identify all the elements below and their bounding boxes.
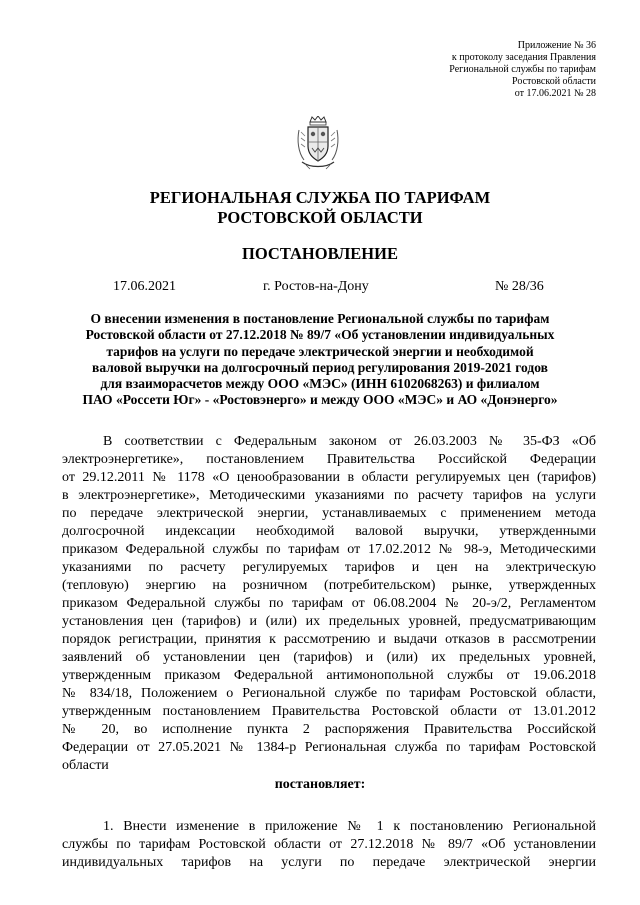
appendix-note xyxy=(449,40,596,100)
preamble-line: приказом Федеральной службы по тарифам от 06.08.2004 № 20-э/2, Регламентом xyxy=(62,596,596,611)
preamble-line: приказом Федеральной службы по тарифам от 17.02.2012 № 98-э, Методическими xyxy=(62,542,596,557)
document-date: 17.06.2021 xyxy=(113,279,176,294)
item-1-line: 1. Внести изменение в приложение № 1 к постановлению Региональной xyxy=(103,819,596,834)
preamble-line: (тепловую) энергию на розничном (потребительском) рынке, утвержденных xyxy=(62,578,596,593)
preamble-line: в электроэнергетике», Методическими указаниями по расчету тарифов на услуги xyxy=(62,488,596,503)
preamble-line: № 20, во исполнение пункта 2 распоряжения Правительства Российской xyxy=(62,722,596,737)
document-title-line: О внесении изменения в постановление Региональной службы по тарифам xyxy=(90,311,550,326)
resolves-heading: постановляет: xyxy=(274,777,366,792)
document-title-line: для взаиморасчетов между ООО «МЭС» (ИНН 6102068263) и филиалом xyxy=(100,376,540,391)
appendix-line: Региональной службы по тарифам xyxy=(449,64,596,75)
preamble-line: Федерации от 27.05.2021 № 1384-р Региональная служба по тарифам Ростовской xyxy=(62,740,596,755)
document-title-line: тарифов на услуги по передаче электрической энергии и необходимой xyxy=(106,344,534,359)
preamble-line: утвержденным постановлением Правительства Ростовской области от 13.01.2012 xyxy=(62,704,596,719)
appendix-line: к протоколу заседания Правления xyxy=(451,52,596,63)
preamble-line: от 29.12.2011 № 1178 «О ценообразовании в области регулируемых цен (тарифов) xyxy=(62,470,596,485)
document-type: ПОСТАНОВЛЕНИЕ xyxy=(242,244,398,263)
preamble-line: № 834/18, Положением о Региональной службе по тарифам Ростовской области, xyxy=(62,686,596,701)
appendix-line: от 17.06.2021 № 28 xyxy=(514,88,596,99)
item-1-line: службы по тарифам Ростовской области от 27.12.2018 № 89/7 «Об установлении xyxy=(62,837,596,852)
preamble-line: области xyxy=(62,758,109,773)
agency-name-line2: РОСТОВСКОЙ ОБЛАСТИ xyxy=(217,208,423,227)
item-1-line: индивидуальных тарифов на услуги по передаче электрической энергии xyxy=(62,855,596,870)
document-number: № 28/36 xyxy=(495,279,544,294)
document-city: г. Ростов-на-Дону xyxy=(263,279,369,294)
rostov-oblast-coat-of-arms-icon xyxy=(296,116,340,170)
preamble-line: утвержденным приказом Федеральной антимонопольной службы от 19.06.2018 xyxy=(62,668,596,683)
agency-name-line1: РЕГИОНАЛЬНАЯ СЛУЖБА ПО ТАРИФАМ xyxy=(149,188,491,207)
preamble-line: порядок регистрации, принятия к рассмотрению и выдачи отказов в рассмотрении xyxy=(62,632,596,647)
document-title-line: валовой выручки на долгосрочный период регулирования 2019-2021 годов xyxy=(92,360,548,375)
preamble-line: по передаче электрической энергии, устанавливаемых с применением метода xyxy=(62,506,596,521)
preamble-line: В соответствии с Федеральным законом от 26.03.2003 № 35-ФЗ «Об xyxy=(103,434,596,449)
preamble-line: заявлений об установлении цен (тарифов) и (или) их предельных уровней, xyxy=(62,650,596,665)
preamble-line: указаниями по расчету регулируемых тарифов и цен на электрическую xyxy=(62,560,596,575)
appendix-line: Ростовской области xyxy=(512,76,596,87)
preamble-line: установления цен (тарифов) и (или) их предельных уровней, предусматривающим xyxy=(62,614,596,629)
document-title-line: ПАО «Россети Юг» - «Ростовэнерго» и между ООО «МЭС» и АО «Донэнерго» xyxy=(82,392,558,407)
preamble-line: электроэнергетике», постановлением Правительства Российской Федерации xyxy=(62,452,596,467)
appendix-line: Приложение № 36 xyxy=(517,40,596,51)
preamble-line: долгосрочной индексации необходимой валовой выручки, утвержденными xyxy=(62,524,596,539)
document-title-line: Ростовской области от 27.12.2018 № 89/7 «Об установлении индивидуальных xyxy=(85,327,555,342)
